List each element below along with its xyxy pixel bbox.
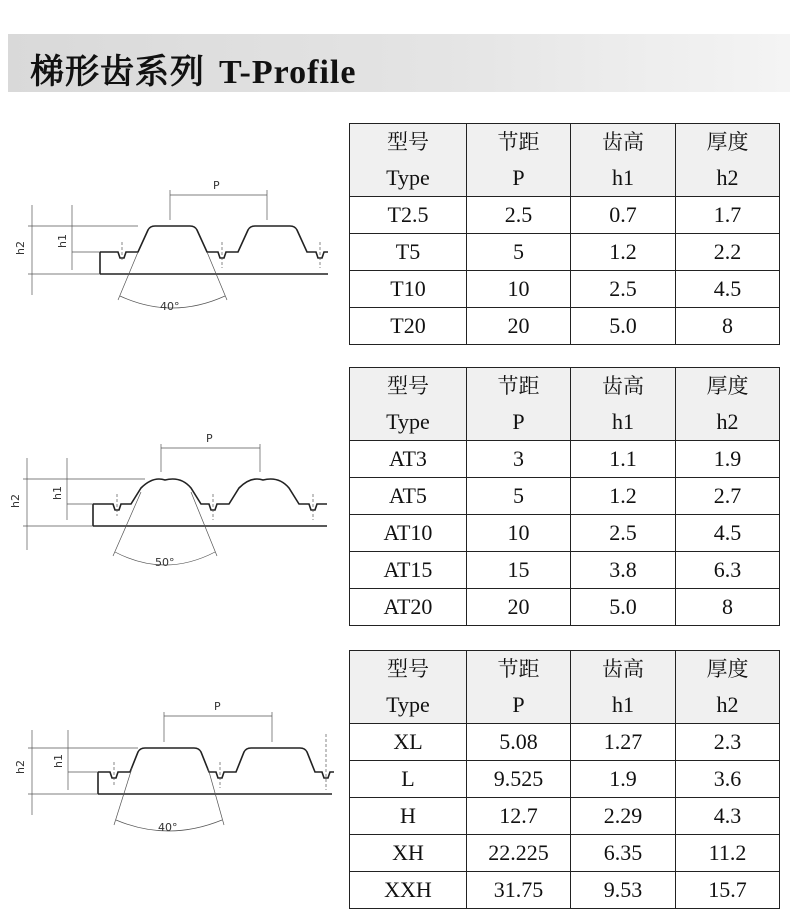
header-h1-cn: 齿高 — [571, 368, 676, 405]
table-row — [350, 724, 780, 761]
header-pitch-en: P — [467, 687, 571, 724]
cell-h2: 6.3 — [676, 552, 780, 589]
pitch-label: P — [213, 179, 220, 192]
table-row — [350, 761, 780, 798]
table-row — [350, 308, 780, 345]
table-row — [350, 835, 780, 872]
header-type-en: Type — [350, 160, 467, 197]
cell-h2: 4.3 — [676, 798, 780, 835]
cell-h1: 1.1 — [571, 441, 676, 478]
cell-type: AT5 — [350, 478, 467, 515]
table-row — [350, 478, 780, 515]
cell-h2: 4.5 — [676, 515, 780, 552]
cell-pitch: 5.08 — [467, 724, 571, 761]
title-english: T-Profile — [219, 54, 357, 91]
cell-h1: 1.27 — [571, 724, 676, 761]
cell-h2: 3.6 — [676, 761, 780, 798]
cell-pitch: 22.225 — [467, 835, 571, 872]
pitch-label: P — [214, 700, 221, 713]
angle-label: 40° — [160, 300, 180, 313]
cell-type: AT20 — [350, 589, 467, 626]
h2-label: h2 — [14, 241, 27, 255]
cell-h1: 1.2 — [571, 234, 676, 271]
spec-table-at-series — [349, 367, 780, 626]
header-h2-cn: 厚度 — [676, 651, 780, 688]
cell-h1: 2.5 — [571, 271, 676, 308]
belt-profile-diagram-at — [5, 420, 340, 580]
cell-pitch: 20 — [467, 308, 571, 345]
cell-pitch: 9.525 — [467, 761, 571, 798]
h2-label: h2 — [9, 494, 22, 508]
h1-label: h1 — [51, 486, 64, 500]
cell-h1: 2.29 — [571, 798, 676, 835]
header-h1-cn: 齿高 — [571, 124, 676, 161]
header-type-cn: 型号 — [350, 651, 467, 688]
cell-h1: 5.0 — [571, 589, 676, 626]
header-h1-en: h1 — [571, 404, 676, 441]
belt-profile-diagram-t — [10, 170, 340, 330]
header-h1-cn: 齿高 — [571, 651, 676, 688]
cell-h1: 5.0 — [571, 308, 676, 345]
header-pitch-cn: 节距 — [467, 368, 571, 405]
cell-h1: 2.5 — [571, 515, 676, 552]
cell-pitch: 5 — [467, 478, 571, 515]
cell-pitch: 20 — [467, 589, 571, 626]
cell-h2: 11.2 — [676, 835, 780, 872]
cell-type: AT3 — [350, 441, 467, 478]
table-row — [350, 589, 780, 626]
header-pitch-cn: 节距 — [467, 124, 571, 161]
header-type-cn: 型号 — [350, 368, 467, 405]
table-row — [350, 872, 780, 909]
cell-h2: 15.7 — [676, 872, 780, 909]
header-h2-cn: 厚度 — [676, 368, 780, 405]
cell-h1: 1.9 — [571, 761, 676, 798]
header-type-en: Type — [350, 687, 467, 724]
header-h1-en: h1 — [571, 160, 676, 197]
cell-pitch: 12.7 — [467, 798, 571, 835]
cell-type: AT10 — [350, 515, 467, 552]
cell-type: T2.5 — [350, 197, 467, 234]
table-row — [350, 798, 780, 835]
cell-pitch: 3 — [467, 441, 571, 478]
cell-h1: 0.7 — [571, 197, 676, 234]
header-pitch-en: P — [467, 404, 571, 441]
h1-label: h1 — [56, 234, 69, 248]
cell-h2: 1.7 — [676, 197, 780, 234]
cell-pitch: 15 — [467, 552, 571, 589]
title-chinese: 梯形齿系列 — [30, 52, 205, 92]
cell-pitch: 31.75 — [467, 872, 571, 909]
header-h2-en: h2 — [676, 160, 780, 197]
cell-h1: 6.35 — [571, 835, 676, 872]
header-pitch-en: P — [467, 160, 571, 197]
cell-type: T20 — [350, 308, 467, 345]
cell-h2: 2.7 — [676, 478, 780, 515]
page-title — [30, 44, 356, 93]
table-row — [350, 515, 780, 552]
cell-h2: 8 — [676, 308, 780, 345]
cell-h2: 2.3 — [676, 724, 780, 761]
header-h2-en: h2 — [676, 404, 780, 441]
cell-pitch: 10 — [467, 515, 571, 552]
table-row — [350, 552, 780, 589]
cell-h1: 1.2 — [571, 478, 676, 515]
cell-type: T10 — [350, 271, 467, 308]
cell-type: XL — [350, 724, 467, 761]
h2-label: h2 — [14, 760, 27, 774]
cell-h2: 4.5 — [676, 271, 780, 308]
cell-type: AT15 — [350, 552, 467, 589]
header-pitch-cn: 节距 — [467, 651, 571, 688]
cell-h2: 1.9 — [676, 441, 780, 478]
pitch-label: P — [206, 432, 213, 445]
cell-pitch: 2.5 — [467, 197, 571, 234]
cell-pitch: 5 — [467, 234, 571, 271]
cell-h1: 9.53 — [571, 872, 676, 909]
header-type-cn: 型号 — [350, 124, 467, 161]
table-row — [350, 441, 780, 478]
page-banner — [8, 34, 790, 92]
cell-type: L — [350, 761, 467, 798]
table-row — [350, 234, 780, 271]
cell-type: H — [350, 798, 467, 835]
header-h2-en: h2 — [676, 687, 780, 724]
table-row — [350, 271, 780, 308]
cell-type: XH — [350, 835, 467, 872]
header-type-en: Type — [350, 404, 467, 441]
cell-h1: 3.8 — [571, 552, 676, 589]
cell-h2: 8 — [676, 589, 780, 626]
spec-table-imperial-series — [349, 650, 780, 909]
header-h2-cn: 厚度 — [676, 124, 780, 161]
header-h1-en: h1 — [571, 687, 676, 724]
h1-label: h1 — [52, 754, 65, 768]
cell-type: T5 — [350, 234, 467, 271]
spec-table-t-series — [349, 123, 780, 345]
cell-type: XXH — [350, 872, 467, 909]
angle-label: 40° — [158, 821, 178, 834]
angle-label: 50° — [155, 556, 175, 569]
belt-profile-diagram-imperial — [10, 690, 340, 850]
cell-h2: 2.2 — [676, 234, 780, 271]
cell-pitch: 10 — [467, 271, 571, 308]
table-row — [350, 197, 780, 234]
